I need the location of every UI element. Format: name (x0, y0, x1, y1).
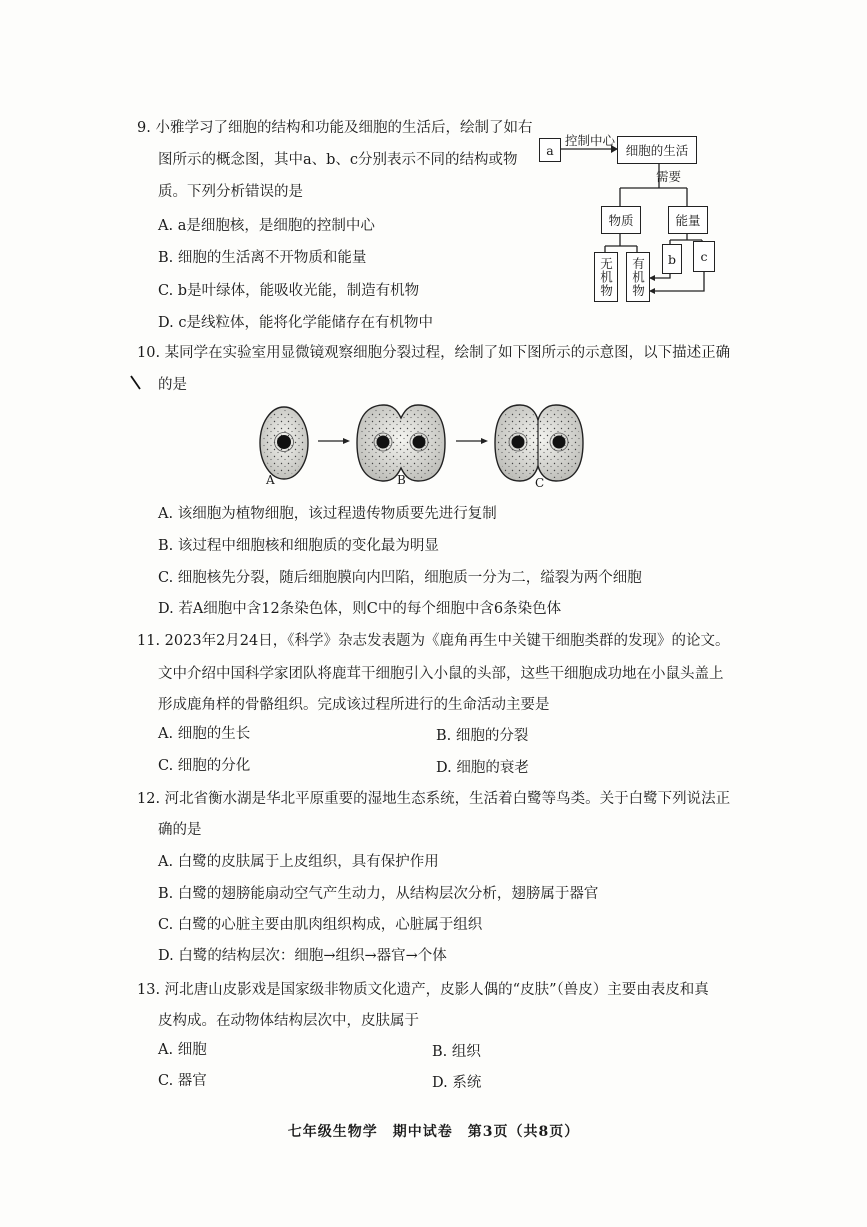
q9-stem-line-2: 图所示的概念图，其中a、b、c分别表示不同的结构或物 (158, 152, 518, 168)
q10-option-b: B. 该过程中细胞核和细胞质的变化最为明显 (158, 538, 439, 554)
q13-option-a: A. 细胞 (158, 1042, 207, 1058)
q12-stem-line-1: 12. 河北省衡水湖是华北平原重要的湿地生态系统，生活着白鹭等鸟类。关于白鹭下列说法正 (137, 791, 731, 807)
q11-option-d: D. 细胞的衰老 (436, 760, 529, 776)
q10-stem-line-2: 的是 (158, 377, 187, 393)
q11-stem-line-2: 文中介绍中国科学家团队将鹿茸干细胞引入小鼠的头部，这些干细胞成功地在小鼠头盖上 (158, 666, 724, 682)
q12-option-c: C. 白鹭的心脏主要由肌肉组织构成，心脏属于组织 (158, 917, 483, 933)
q9-stem-line-3: 质。下列分析错误的是 (158, 184, 303, 200)
q10-option-c: C. 细胞核先分裂，随后细胞膜向内凹陷，细胞质一分为二，缢裂为两个细胞 (158, 570, 642, 586)
cell-label-a: A (266, 473, 275, 487)
cell-label-b: B (397, 473, 406, 487)
concept-map-node-organic: 有机物 (626, 252, 650, 302)
cell-a (260, 407, 308, 479)
concept-map-node-b: b (662, 244, 682, 274)
concept-map-node-inorganic: 无机物 (594, 252, 618, 302)
q13-option-b: B. 组织 (432, 1044, 481, 1060)
cell-label-c: C (535, 476, 545, 490)
concept-map-node-energy: 能量 (668, 206, 708, 234)
q13-stem-line-2: 皮构成。在动物体结构层次中，皮肤属于 (158, 1013, 419, 1029)
concept-map-node-cell-life: 细胞的生活 (617, 136, 697, 164)
q10-option-d: D. 若A细胞中含12条染色体，则C中的每个细胞中含6条染色体 (158, 601, 562, 617)
concept-map-node-a: a (539, 138, 561, 162)
q11-option-b: B. 细胞的分裂 (436, 728, 529, 744)
concept-map-node-c: c (693, 241, 715, 272)
q10-stem-line-1: 10. 某同学在实验室用显微镜观察细胞分裂过程，绘制了如下图所示的示意图，以下描述正确 (137, 345, 731, 361)
q12-stem-line-2: 确的是 (158, 822, 202, 838)
q11-stem-line-1: 11. 2023年2月24日，《科学》杂志发表题为《鹿角再生中关键干细胞类群的发现》的论文。 (137, 633, 730, 649)
page-footer: 七年级生物学 期中试卷 第3页（共8页） (287, 1124, 580, 1140)
concept-map-label-control-center: 控制中心 (565, 133, 616, 148)
q11-option-a: A. 细胞的生长 (158, 726, 251, 742)
q11-option-c: C. 细胞的分化 (158, 758, 251, 774)
concept-map-node-matter: 物质 (601, 206, 641, 234)
concept-map-label-need: 需要 (656, 169, 682, 184)
q9-stem-line-1: 9. 小雅学习了细胞的结构和功能及细胞的生活后，绘制了如右 (137, 120, 533, 136)
q9-option-b: B. 细胞的生活离不开物质和能量 (158, 250, 367, 266)
q9-option-a: A. a是细胞核，是细胞的控制中心 (158, 218, 375, 234)
q11-stem-line-3: 形成鹿角样的骨骼组织。完成该过程所进行的生命活动主要是 (158, 697, 550, 713)
q13-option-c: C. 器官 (158, 1073, 207, 1089)
q10-option-a: A. 该细胞为植物细胞，该过程遗传物质要先进行复制 (158, 506, 497, 522)
cell-c (495, 405, 583, 481)
q13-stem-line-1: 13. 河北唐山皮影戏是国家级非物质文化遗产，皮影人偶的“皮肤”（兽皮）主要由表皮和真 (137, 982, 709, 998)
q13-option-d: D. 系统 (432, 1075, 482, 1091)
q9-option-c: C. b是叶绿体，能吸收光能，制造有机物 (158, 283, 420, 299)
q12-option-a: A. 白鹭的皮肤属于上皮组织，具有保护作用 (158, 854, 439, 870)
q12-option-b: B. 白鹭的翅膀能扇动空气产生动力，从结构层次分析，翅膀属于器官 (158, 886, 599, 902)
cell-b (357, 405, 445, 481)
q9-option-d: D. c是线粒体，能将化学能储存在有机物中 (158, 315, 433, 331)
q12-option-d: D. 白鹭的结构层次：细胞→组织→器官→个体 (158, 948, 447, 964)
